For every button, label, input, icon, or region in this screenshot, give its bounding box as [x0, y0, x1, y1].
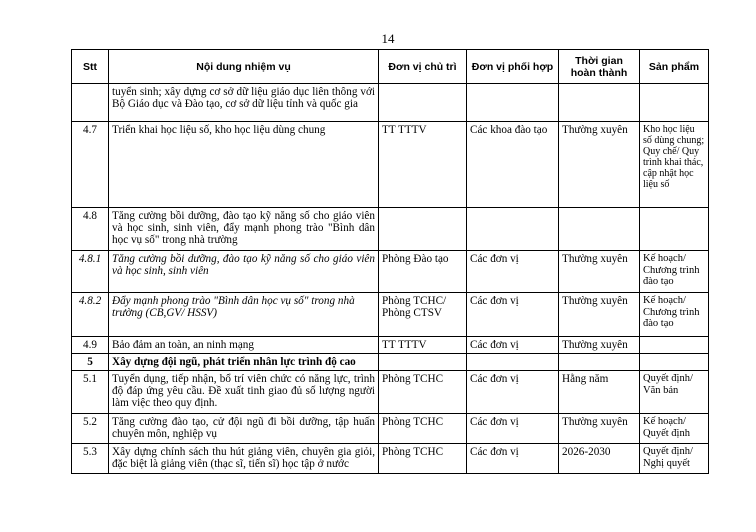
- row-lead: [379, 354, 467, 371]
- row-coop: Các đơn vị: [467, 414, 559, 444]
- row-content: Tuyển dụng, tiếp nhận, bổ trí viên chức có năng lực, trình độ đáp ứng yêu cầu. Đề xuất tinh giao đủ số lượng người làm việc theo quy định.: [109, 371, 379, 414]
- header-content: Nội dung nhiệm vụ: [109, 50, 379, 84]
- row-coop: Các khoa đào tạo: [467, 122, 559, 208]
- section-row: [72, 354, 709, 371]
- header-product: Sản phẩm: [640, 50, 709, 84]
- row-time: Thường xuyên: [559, 251, 640, 293]
- row-product: [640, 84, 709, 122]
- header-time: Thời gian hoàn thành: [559, 50, 640, 84]
- row-coop: Các đơn vị: [467, 293, 559, 337]
- row-product: [640, 337, 709, 354]
- row-lead: Phòng TCHC: [379, 444, 467, 474]
- row-lead: [379, 208, 467, 251]
- row-coop: Các đơn vị: [467, 251, 559, 293]
- header-stt: Stt: [72, 50, 109, 84]
- row-stt: 5.3: [72, 444, 109, 474]
- header-row: [72, 50, 709, 84]
- row-stt: 5.1: [72, 371, 109, 414]
- row-stt: 4.8: [72, 208, 109, 251]
- row-stt: [72, 84, 109, 122]
- row-coop: Các đơn vị: [467, 444, 559, 474]
- row-lead: Phòng Đào tạo: [379, 251, 467, 293]
- table-row: [72, 251, 709, 293]
- table-row: [72, 371, 709, 414]
- row-content: Tăng cường bồi dưỡng, đào tạo kỹ năng số cho giáo viên và học sinh, sinh viên: [109, 251, 379, 293]
- table-row: [72, 293, 709, 337]
- page-number: 14: [381, 31, 395, 46]
- row-coop: [467, 354, 559, 371]
- row-time: [559, 208, 640, 251]
- table-row: [72, 122, 709, 208]
- row-content: Xây dựng chính sách thu hút giảng viên, chuyên gia giỏi, đặc biệt là giảng viên (thạc sĩ, tiến sĩ) học tập ở nước: [109, 444, 379, 474]
- row-product: Kế hoạch/ Quyết định: [640, 414, 709, 444]
- header-lead: Đơn vị chủ trì: [379, 50, 467, 84]
- table-row: [72, 84, 709, 122]
- row-content: Tăng cường bồi dưỡng, đào tạo kỹ năng số cho giáo viên và học sinh, sinh viên, đẩy mạnh phong trào "Bình dân học vụ số" trong nhà trường: [109, 208, 379, 251]
- row-stt: 5.2: [72, 414, 109, 444]
- table-row: [72, 444, 709, 474]
- row-lead: TT TTTV: [379, 337, 467, 354]
- row-lead: Phòng TCHC/ Phòng CTSV: [379, 293, 467, 337]
- task-table: [71, 49, 709, 474]
- table-row: [72, 337, 709, 354]
- row-stt: 5: [72, 354, 109, 371]
- row-lead: Phòng TCHC: [379, 371, 467, 414]
- row-product: [640, 208, 709, 251]
- row-product: Kho học liệu số dùng chung; Quy chế/ Quy trình khai thác, cập nhật học liệu số: [640, 122, 709, 208]
- row-stt: 4.8.2: [72, 293, 109, 337]
- row-time: 2026-2030: [559, 444, 640, 474]
- row-coop: [467, 208, 559, 251]
- row-time: Thường xuyên: [559, 414, 640, 444]
- row-product: Kế hoạch/ Chương trình đào tạo: [640, 251, 709, 293]
- table-row: [72, 414, 709, 444]
- row-time: Hằng năm: [559, 371, 640, 414]
- row-time: [559, 354, 640, 371]
- row-coop: Các đơn vị: [467, 337, 559, 354]
- row-stt: 4.8.1: [72, 251, 109, 293]
- row-time: Thường xuyên: [559, 122, 640, 208]
- row-product: Quyết định/ Văn bản: [640, 371, 709, 414]
- header-coop: Đơn vị phối hợp: [467, 50, 559, 84]
- row-time: Thường xuyên: [559, 293, 640, 337]
- row-lead: Phòng TCHC: [379, 414, 467, 444]
- row-coop: [467, 84, 559, 122]
- row-lead: [379, 84, 467, 122]
- row-stt: 4.7: [72, 122, 109, 208]
- row-coop: Các đơn vị: [467, 371, 559, 414]
- row-product: Kế hoạch/ Chương trình đào tạo: [640, 293, 709, 337]
- row-product: Quyết định/ Nghị quyết: [640, 444, 709, 474]
- row-content: Tăng cường đào tạo, cử đội ngũ đi bồi dưỡng, tập huấn chuyên môn, nghiệp vụ: [109, 414, 379, 444]
- row-content: Xây dựng đội ngũ, phát triển nhân lực trình độ cao: [109, 354, 379, 371]
- row-content: Triển khai học liệu số, kho học liệu dùng chung: [109, 122, 379, 208]
- row-product: [640, 354, 709, 371]
- row-lead: TT TTTV: [379, 122, 467, 208]
- row-content: Bảo đảm an toàn, an ninh mạng: [109, 337, 379, 354]
- row-content: Đẩy mạnh phong trào "Bình dân học vụ số" trong nhà trường (CB,GV/ HSSV): [109, 293, 379, 337]
- row-time: [559, 84, 640, 122]
- row-time: Thường xuyên: [559, 337, 640, 354]
- row-stt: 4.9: [72, 337, 109, 354]
- row-content: tuyển sinh; xây dựng cơ sở dữ liệu giáo dục liên thông với Bộ Giáo dục và Đào tạo, cơ sở dữ liệu tỉnh và quốc gia: [109, 84, 379, 122]
- table-row: [72, 208, 709, 251]
